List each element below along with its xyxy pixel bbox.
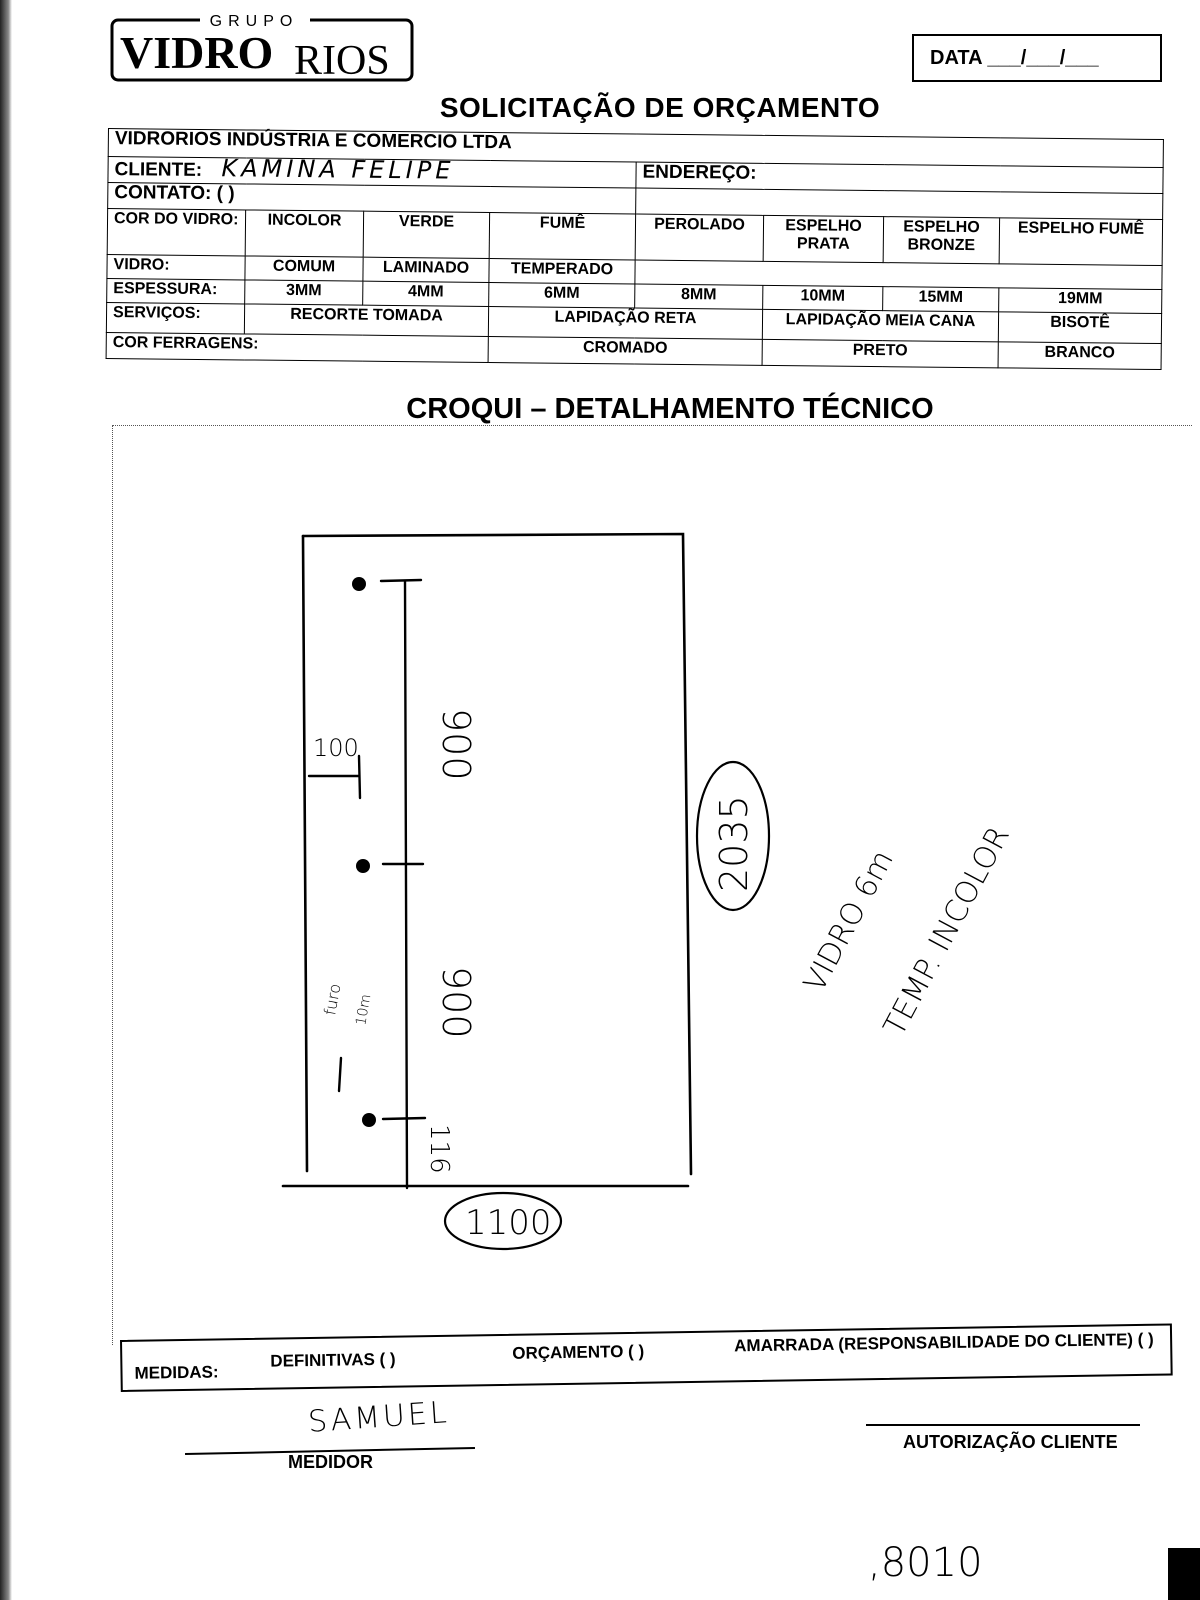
hole-middle-marker xyxy=(356,859,370,873)
footer-scribble: ,8010 xyxy=(868,1540,983,1586)
option-perolado[interactable]: PEROLADO xyxy=(635,214,763,261)
info-table xyxy=(105,128,1163,406)
note-glass-spec-2: TEMP. INCOLOR xyxy=(877,820,1017,1042)
medidor-signature: SAMUEL xyxy=(306,1395,451,1440)
option-3mm[interactable]: 3MM xyxy=(245,280,363,305)
medidor-label: MEDIDOR xyxy=(288,1452,373,1472)
option-preto[interactable]: PRETO xyxy=(762,339,998,367)
hole-top-marker xyxy=(352,577,366,591)
option-espelho-prata[interactable]: ESPELHO PRATA xyxy=(763,215,883,262)
option-comum[interactable]: COMUM xyxy=(245,256,363,281)
dim-top-label: 900 xyxy=(434,708,478,781)
option-cromado[interactable]: CROMADO xyxy=(488,336,762,365)
hardware-color-label: COR FERRAGENS: xyxy=(106,332,488,362)
option-8mm[interactable]: 8MM xyxy=(635,284,763,309)
option-recorte-tomada[interactable]: RECORTE TOMADA xyxy=(244,304,488,337)
option-laminado[interactable]: LAMINADO xyxy=(363,257,489,282)
client-value: KAMINA FELIPE xyxy=(221,154,455,185)
glass-panel-outline xyxy=(283,534,691,1186)
glass-type-label: VIDRO: xyxy=(107,254,245,279)
hole-markers xyxy=(352,577,376,1127)
page-edge-shadow xyxy=(0,0,12,1600)
note-glass-spec-1: VIDRO 6m xyxy=(797,844,901,998)
medidas-label: MEDIDAS: xyxy=(134,1362,219,1383)
client-label: CLIENTE: xyxy=(114,159,203,181)
dark-corner-block xyxy=(1168,1548,1200,1600)
option-orcamento[interactable]: ORÇAMENTO ( ) xyxy=(512,1341,645,1363)
client-authorization-label: AUTORIZAÇÃO CLIENTE xyxy=(903,1432,1118,1452)
company-name: VIDRORIOS INDÚSTRIA E COMERCIO LTDA xyxy=(108,129,1163,168)
option-4mm[interactable]: 4MM xyxy=(363,281,489,306)
glass-color-label: COR DO VIDRO: xyxy=(107,209,245,256)
company-logo xyxy=(108,6,418,84)
hole-note-a: furo xyxy=(320,982,345,1017)
option-branco[interactable]: BRANCO xyxy=(998,342,1161,370)
date-field[interactable]: DATA ___/___/___ xyxy=(912,34,1162,82)
contact-label: CONTATO: ( ) xyxy=(114,182,235,205)
address-label: ENDEREÇO: xyxy=(642,161,757,184)
option-lapidacao-reta[interactable]: LAPIDAÇÃO RETA xyxy=(488,306,762,339)
option-bisote[interactable]: BISOTÊ xyxy=(998,312,1161,344)
option-espelho-bronze[interactable]: ESPELHO BRONZE xyxy=(883,217,999,264)
hole-note-b: 10m xyxy=(353,992,375,1027)
croqui-title: CROQUI – DETALHAMENTO TÉCNICO xyxy=(406,393,934,425)
option-amarrada[interactable]: AMARRADA (RESPONSABILIDADE DO CLIENTE) ( ) xyxy=(734,1329,1154,1356)
dim-offset-label: 100 xyxy=(313,734,359,762)
option-19mm[interactable]: 19MM xyxy=(999,288,1162,314)
option-fume[interactable]: FUMÊ xyxy=(489,213,635,261)
sketch-area[interactable] xyxy=(112,425,1192,1345)
option-lapidacao-meia-cana[interactable]: LAPIDAÇÃO MEIA CANA xyxy=(762,309,998,341)
option-10mm[interactable]: 10MM xyxy=(763,285,883,310)
svg-text:RIOS: RIOS xyxy=(294,38,390,84)
dim-bottom-label: 116 xyxy=(424,1124,454,1174)
option-espelho-fume[interactable]: ESPELHO FUMÊ xyxy=(999,218,1163,266)
option-15mm[interactable]: 15MM xyxy=(883,287,999,312)
option-incolor[interactable]: INCOLOR xyxy=(245,210,363,257)
option-temperado[interactable]: TEMPERADO xyxy=(489,258,635,284)
option-definitivas[interactable]: DEFINITIVAS ( ) xyxy=(270,1349,396,1371)
thickness-label: ESPESSURA: xyxy=(107,278,245,303)
svg-text:GRUPO: GRUPO xyxy=(209,13,299,30)
svg-text:VIDRO: VIDRO xyxy=(120,27,274,78)
technical-sketch xyxy=(113,426,1193,1346)
option-6mm[interactable]: 6MM xyxy=(489,282,635,308)
services-label: SERVIÇOS: xyxy=(106,302,244,333)
dim-width-label: 1100 xyxy=(465,1203,552,1243)
hole-bottom-marker xyxy=(362,1113,376,1127)
dim-height-label: 2035 xyxy=(712,795,756,892)
option-verde[interactable]: VERDE xyxy=(363,211,489,258)
client-signature-line[interactable] xyxy=(866,1424,1140,1426)
form-title: SOLICITAÇÃO DE ORÇAMENTO xyxy=(439,92,881,123)
dim-middle-label: 900 xyxy=(434,966,478,1039)
dimension-lines xyxy=(309,580,425,1188)
